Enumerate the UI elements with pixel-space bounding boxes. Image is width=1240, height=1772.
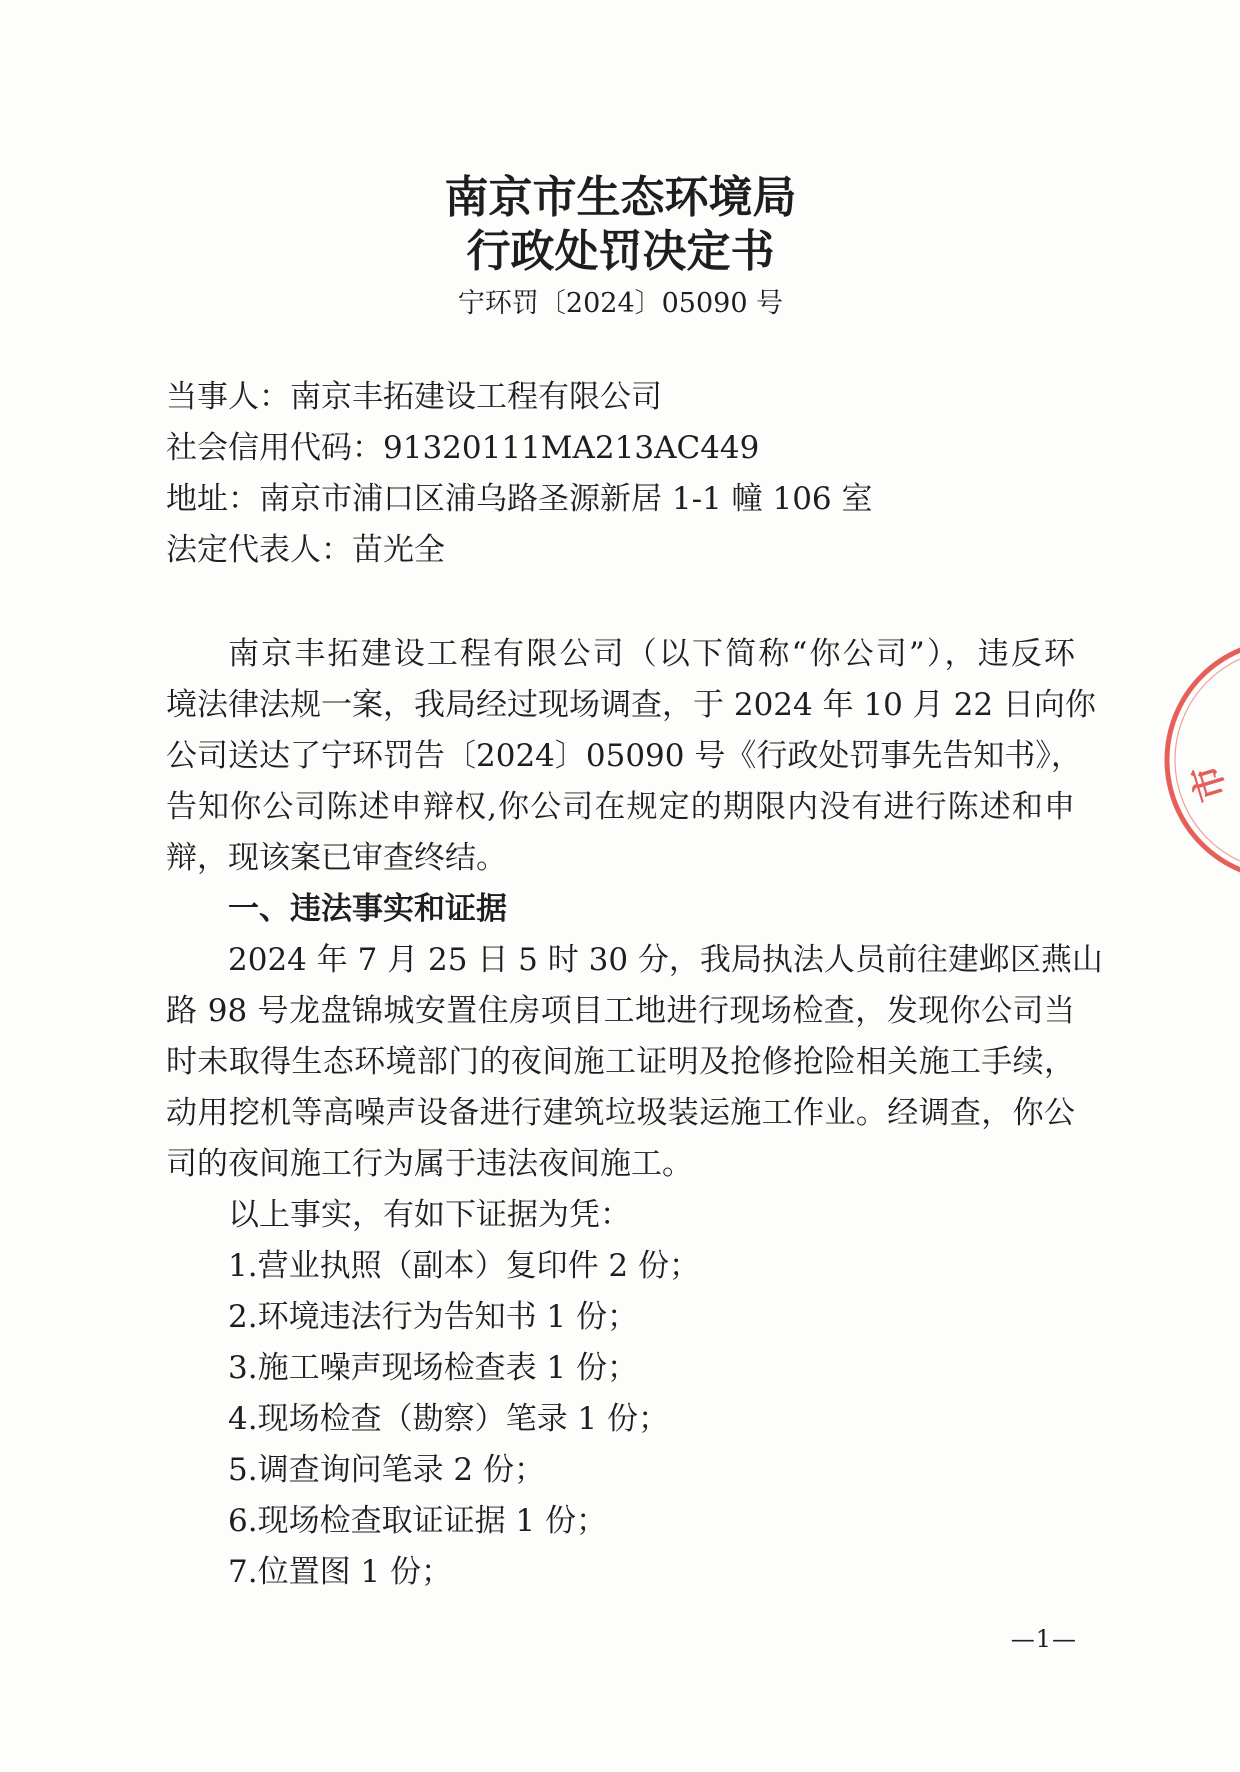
facts-line: 时未取得生态环境部门的夜间施工证明及抢修抢险相关施工手续， — [166, 1044, 1075, 1080]
intro-line: 公司送达了宁环罚告〔2024〕05090 号《行政处罚事先告知书》， — [166, 738, 1082, 774]
evidence-item: 5.调查询问笔录 2 份； — [228, 1452, 546, 1488]
intro-line: 南京丰拓建设工程有限公司（以下简称“你公司”），违反环 — [228, 636, 1075, 672]
facts-paragraph — [166, 935, 1103, 1190]
evidence-item: 3.施工噪声现场检查表 1 份； — [228, 1350, 639, 1386]
page-number: —1— — [1010, 1625, 1077, 1653]
document-title-authority: 南京市生态环境局 — [444, 172, 797, 223]
intro-paragraph — [166, 629, 1096, 884]
facts-line: 2024 年 7 月 25 日 5 时 30 分，我局执法人员前往建邺区燕山 — [228, 942, 1103, 978]
facts-line: 路 98 号龙盘锦城安置住房项目工地进行现场检查，发现你公司当 — [166, 993, 1075, 1029]
facts-line: 动用挖机等高噪声设备进行建筑垃圾装运施工作业。经调查，你公 — [166, 1095, 1075, 1131]
seal-character: 市 — [1183, 759, 1235, 807]
document-number: 宁环罚〔2024〕05090 号 — [457, 288, 784, 319]
party-credit-code: 社会信用代码：91320111MA213AC449 — [166, 430, 760, 466]
intro-line: 境法律法规一案，我局经过现场调查，于 2024 年 10 月 22 日向你 — [166, 687, 1096, 723]
document-body — [166, 629, 1103, 1598]
evidence-item: 7.位置图 1 份； — [228, 1554, 453, 1590]
evidence-item: 2.环境违法行为告知书 1 份； — [228, 1299, 639, 1335]
intro-line: 告知你公司陈述申辩权,你公司在规定的期限内没有进行陈述和申 — [166, 789, 1075, 825]
party-legal-representative: 法定代表人：苗光全 — [166, 532, 445, 568]
evidence-list — [166, 1241, 1075, 1598]
evidence-item: 6.现场检查取证证据 1 份； — [228, 1503, 608, 1539]
official-seal — [1100, 595, 1240, 925]
intro-line: 辩，现该案已审查终结。 — [166, 840, 507, 876]
facts-line: 司的夜间施工行为属于违法夜间施工。 — [166, 1146, 693, 1182]
seal-outer-ring — [1167, 641, 1240, 879]
party-info — [166, 372, 1075, 576]
document-title-type: 行政处罚决定书 — [466, 226, 775, 277]
party-address: 地址：南京市浦口区浦乌路圣源新居 1-1 幢 106 室 — [166, 481, 873, 517]
section-heading: 一、违法事实和证据 — [228, 891, 507, 927]
seal-inner-ring — [1175, 649, 1240, 871]
evidence-intro: 以上事实，有如下证据为凭： — [228, 1197, 631, 1233]
evidence-item: 4.现场检查（勘察）笔录 1 份； — [228, 1401, 670, 1437]
evidence-item: 1.营业执照（副本）复印件 2 份； — [228, 1248, 701, 1284]
party-name: 当事人：南京丰拓建设工程有限公司 — [166, 379, 662, 415]
